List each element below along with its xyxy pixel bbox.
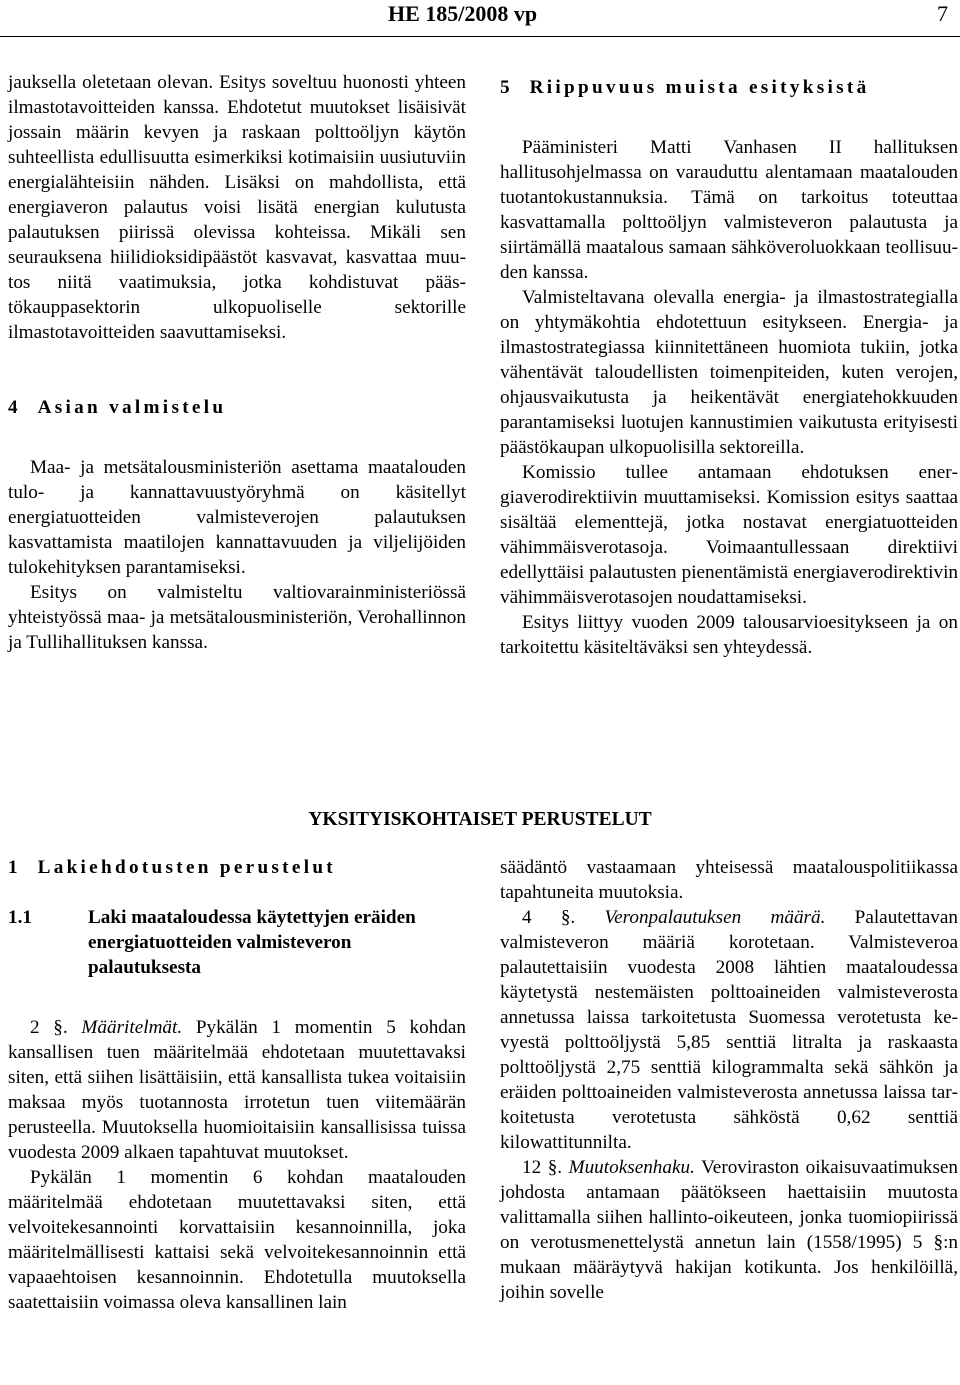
- paragraph: [8, 1015, 466, 1165]
- section-caption: Määritelmät.: [81, 1017, 183, 1038]
- section-title: Asian valmistelu: [37, 397, 227, 418]
- section-number: 1: [8, 857, 18, 878]
- document-header-title: HE 185/2008 vp: [388, 1, 538, 26]
- section-number: 4: [8, 397, 18, 418]
- section-label: 2 §.: [30, 1017, 68, 1038]
- detailed-rationale-heading: YKSITYISKOHTAISET PERUSTELUT: [308, 809, 652, 830]
- subsection-title: Laki maataloudessa käytettyjen eräiden energiatuotteiden valmisteveron palautuksesta: [88, 907, 416, 978]
- paragraph: [500, 1155, 958, 1305]
- paragraph: Esitys liittyy vuoden 2009 talousarvioesitykseen ja on tarkoitettu käsiteltäväksi sen yhteydessä.: [500, 612, 958, 658]
- paragraph: Pykälän 1 momentin 6 kohdan maatalouden määritelmää ehdotetaan muutettavaksi siten, että velvoitekesannointi korvattaisiin kesannoinnilla, joka määritelmällisesti kattaisi sekä velvoitekesannoinnin että vapaaehtoisen kesannoinnin. Ehdotetulla muutoksella saatettaisiin voimassa oleva kansallinen lain: [8, 1167, 466, 1313]
- paragraph-text: Veroviraston oikaisuvaatimuksen johdosta antamaan päätökseen haettaisiin muutosta valittamalla siihen hallinto-oikeuteen, jonka tuomiopiirissä on verotusmenettelystä annetun lain (1558/1995) 5 §:n mukaan määräytyvä hakijan kotikunta. Jos henkilöillä, joihin sovelle: [500, 1157, 959, 1303]
- header-divider: [0, 36, 960, 37]
- right-column-bottom: [500, 855, 958, 1305]
- left-column-top: [8, 70, 466, 655]
- paragraph: [500, 905, 958, 1155]
- section-heading-4: [8, 395, 466, 420]
- section-label: 4 §.: [522, 907, 576, 928]
- subsection-heading: [8, 905, 466, 980]
- section-number: 5: [500, 77, 510, 98]
- paragraph-text: Palautettavan valmisteveron määriä korotetaan. Valmisteveroa palautettaisiin vuodesta 2008 lähtien maataloudessa käytetystä nestemäisten polttoaineiden valmisteverosta annetussa laissa tarkoitetusta Suomessa verotetusta kevyestä polttoöljystä 5,85 senttiä litralta ja raskaasta polttoöljystä 2,75 senttiä kilogrammalta sekä sähkön ja eräiden polttoaineiden valmisteverosta annetussa laissa tarkoitetusta verotetusta sähköstä 0,62 senttiä kilowattitunnilta.: [500, 907, 959, 1153]
- paragraph: Esitys on valmisteltu valtiovarainministeriössä yhteistyössä maa- ja metsätalousministeriön, Verohallinnon ja Tullihallituksen kanssa.: [8, 582, 466, 653]
- section-label: 12 §.: [522, 1157, 563, 1178]
- paragraph: Pääministeri Matti Vanhasen II hallituksen hallitusohjelmassa on varauduttu alentamaan maatalouden tuotantokustannuksia. Tämä on tarkoitus toteuttaa kasvattamalla polttoöljyn valmisteveron palautusta ja siirtämällä maatalous samaan sähköveroluokkaan teollisuuden kanssa.: [500, 137, 958, 283]
- page-number: 7: [937, 1, 948, 26]
- section-caption: Veronpalautuksen määrä.: [604, 907, 826, 928]
- paragraph: Komissio tullee antamaan ehdotuksen energiaverodirektiivin muuttamiseksi. Komission esitys saattaa sisältää elementtejä, jotka nostavat energiatuotteiden vähimmäisverotasoja. Voimaantullessaan direktiivi edellyttäisi palautusten pienentämistä energiaverodirektivin vähimmäisverotasojen noudattamiseksi.: [500, 462, 958, 608]
- section-title: Lakiehdotusten perustelut: [37, 857, 336, 878]
- left-column-bottom: [8, 855, 466, 1315]
- subsection-number: 1.1: [8, 907, 32, 928]
- paragraph: Valmisteltavana olevalla energia- ja ilmastostrategialla on yhtymäkohtia ehdotettuun esitykseen. Energia- ja ilmastostrategiassa kiinnitettäneen huomiota tukiin, jotka vähentävät taloudellisten toimenpiteiden, kuten verojen, ohjausvaikutusta ja heikentävät energiatehokkuuden parantamiseksi luotujen kannustimien vaikutusta erityisesti päästökaupan ulkopuolisilla sektoreilla.: [500, 287, 958, 458]
- right-column-top: [500, 75, 958, 660]
- section-caption: Muutoksenhaku.: [568, 1157, 695, 1178]
- paragraph-text: Pykälän 1 momentin 5 kohdan kansallisen tuen määritelmää ehdotetaan muutettavaksi siten, että siihen lisättäisiin, että kansallista tukea voitaisiin maksaa myös tuotannosta irrotetun tuen viitemäärän perusteella. Muutoksella huomioitaisiin kansallisissa tuissa vuodesta 2009 alkaen tapahtuvat muutokset.: [8, 1017, 467, 1163]
- paragraph: Maa- ja metsätalousministeriön asettama maatalouden tulo- ja kannattavuustyöryhmä on käsitellyt energiatuotteiden valmisteverojen palautuksen kasvattamista maatilojen kannattavuuden ja viljelijöiden tulokehityksen parantamiseksi.: [8, 457, 466, 578]
- section-heading-5: [500, 75, 958, 100]
- section-heading-1: [8, 855, 466, 880]
- paragraph: jauksella oletetaan olevan. Esitys soveltuu huonosti yhteen ilmastotavoitteiden kanssa. Ehdotetut muutokset lisäisivät jossain määrin kevyen ja raskaan polttoöljyn käytön suhteellista edullisuutta esimerkiksi kotimaisiin uusiutuviin energialähteisiin nähden. Lisäksi on mahdollista, että energiaveron palautus voisi lisätä energian kulutusta palautuksen piirissä olevissa kohteissa. Mikäli sen seurauksena hiilidioksidipäästöt kasvavat, kasvattaa muutos niitä vaatimuksia, jotka kohdistuvat päästökauppasektorin ulkopuoliselle sektorille ilmastotavoitteiden saavuttamiseksi.: [8, 72, 466, 343]
- paragraph: säädäntö vastaamaan yhteisessä maatalouspolitiikassa tapahtuneita muutoksia.: [500, 857, 958, 903]
- section-title: Riippuvuus muista esityksistä: [529, 77, 870, 98]
